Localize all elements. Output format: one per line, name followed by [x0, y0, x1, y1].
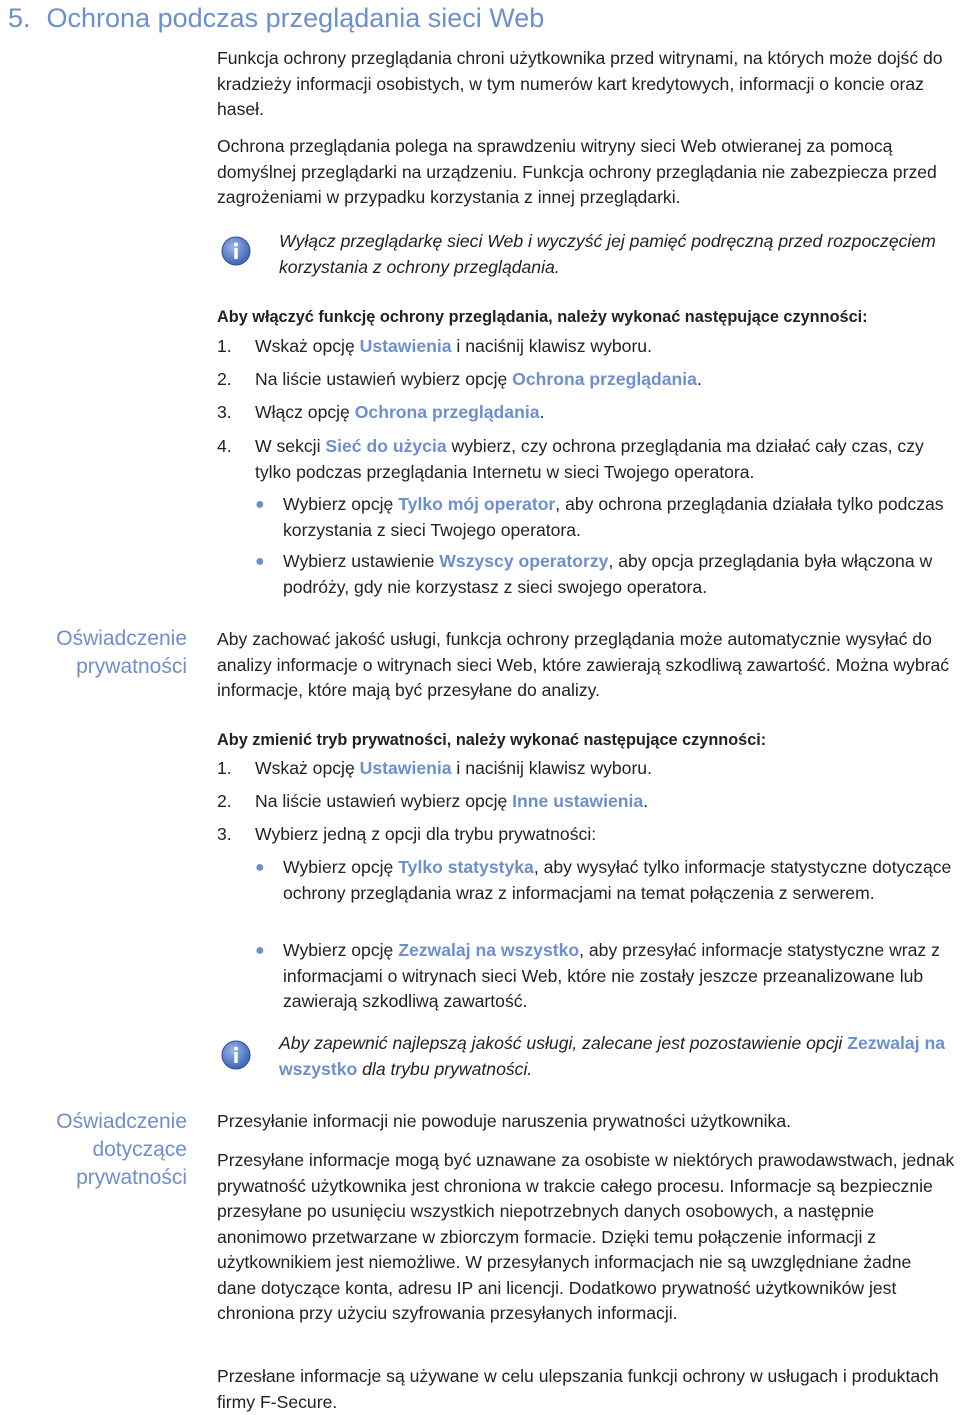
- info-icon: [220, 1039, 252, 1071]
- option-settings: Ustawienia: [359, 336, 452, 356]
- enable-steps-lead: Aby włączyć funkcję ochrony przeglądania, należy wykonać następujące czynności:: [217, 308, 868, 326]
- bullet-icon: ●: [255, 553, 265, 570]
- option-browsing-protection: Ochrona przeglądania: [354, 402, 540, 422]
- intro-paragraph-2: Ochrona przeglądania polega na sprawdzeniu witryny sieci Web otwieranej za pomocą domyślnej przeglądarki na urządzeniu. Funkcja ochrony przeglądania nie zabezpiecza przed zagrożeniami w przypadku korzystania z innej przeglądarki.: [217, 136, 937, 207]
- step-text: .: [539, 402, 545, 422]
- step-text: i naciśnij klawisz wyboru.: [451, 758, 652, 778]
- chapter-number: 5.: [8, 3, 31, 33]
- privacy2-paragraph-2: Przesyłane informacje mogą być uznawane za osobiste w niektórych prawodawstwach, jednak prywatność użytkownika jest chroniona w trakcie całego procesu. Informacje są bezpiecznie przesyłane po usunięciu wszystkich niepotrzebnych danych osobowych, a następnie anonimowo przetwarzane w zbiorczym formacie. Dzięki temu połączenie informacji z użytkownikiem jest niemożliwe. W przesyłanych informacjach nie są uwzględniane żadne dane dotyczące konta, adresu IP ani licencji. Dodatkowo prywatność użytkowników jest chroniona przy użyciu szyfrowania przesyłanych informacji.: [217, 1150, 955, 1323]
- step-text: Wskaż opcję: [255, 758, 360, 778]
- step-text: i naciśnij klawisz wyboru.: [451, 336, 652, 356]
- step-text: .: [696, 369, 702, 389]
- step-text: Wybierz jedną z opcji dla trybu prywatności:: [255, 824, 597, 844]
- step-text: Na liście ustawień wybierz opcję: [255, 369, 513, 389]
- bullet-icon: ●: [255, 496, 265, 513]
- option-all-operators: Wszyscy operatorzy: [439, 551, 609, 571]
- side-heading-privacy: Oświadczenie prywatności: [56, 627, 187, 678]
- step-text: .: [643, 791, 649, 811]
- bullet-text: Wybierz opcję: [283, 857, 399, 877]
- privacy-steps-lead: Aby zmienić tryb prywatności, należy wykonać następujące czynności:: [217, 731, 767, 749]
- step-number: 1.: [217, 758, 232, 778]
- intro-paragraph-1: Funkcja ochrony przeglądania chroni użytkownika przed witrynami, na których może dojść do kradzieży informacji osobistych, w tym numerów kart kredytowych, informacji o koncie oraz haseł.: [217, 48, 943, 119]
- option-network: Sieć do użycia: [325, 436, 447, 456]
- step-text: Włącz opcję: [255, 402, 355, 422]
- page-title: [8, 2, 544, 34]
- note-recommended-setting: [279, 1031, 949, 1082]
- step-number: 2.: [217, 369, 232, 389]
- privacy2-paragraph-1: Przesyłanie informacji nie powoduje naruszenia prywatności użytkownika.: [217, 1111, 792, 1131]
- bullet-icon: ●: [255, 942, 265, 959]
- info-icon: [220, 235, 252, 267]
- step-text: wybierz, czy ochrona przeglądania ma działać cały czas, czy tylko podczas przeglądania Internetu w sieci Twojego operatora.: [255, 436, 924, 482]
- bullet-text: , aby przesyłać informacje statystyczne wraz z informacjami o witrynach sieci Web, które nie zostały jeszcze przeanalizowane lub zawierają szkodliwą zawartość.: [283, 940, 940, 1011]
- option-browsing-protection: Ochrona przeglądania: [512, 369, 697, 389]
- step-number: 3.: [217, 402, 232, 422]
- bullet-text: Wybierz ustawienie: [283, 551, 440, 571]
- step-number: 2.: [217, 791, 232, 811]
- bullet-text: , aby wysyłać tylko informacje statystyczne dotyczące ochrony przeglądania wraz z informacjami na temat połączenia z serwerem.: [283, 857, 952, 903]
- bullet-text: Wybierz opcję: [283, 940, 399, 960]
- bullet-text: , aby ochrona przeglądania działała tylko podczas korzystania z sieci Twojego operatora.: [283, 494, 944, 540]
- step-text: Wskaż opcję: [255, 336, 360, 356]
- option-my-operator: Tylko mój operator: [398, 494, 556, 514]
- bullet-text: Wybierz opcję: [283, 494, 399, 514]
- bullet-icon: ●: [255, 859, 265, 876]
- privacy2-paragraph-3: Przesłane informacje są używane w celu ulepszania funkcji ochrony w usługach i produktach firmy F-Secure.: [217, 1366, 939, 1412]
- step-number: 3.: [217, 824, 232, 844]
- step-text: W sekcji: [255, 436, 326, 456]
- option-settings: Ustawienia: [359, 758, 452, 778]
- step-text: Na liście ustawień wybierz opcję: [255, 791, 513, 811]
- privacy-paragraph-1: Aby zachować jakość usługi, funkcja ochrony przeglądania może automatycznie wysyłać do analizy informacje o witrynach sieci Web, które zawierają szkodliwą zawartość. Można wybrać informacje, które mają być przesyłane do analizy.: [217, 629, 950, 700]
- chapter-title: Ochrona podczas przeglądania sieci Web: [46, 3, 545, 33]
- step-number: 1.: [217, 336, 232, 356]
- option-other-settings: Inne ustawienia: [512, 791, 644, 811]
- option-allow-all: Zezwalaj na wszystko: [279, 1033, 945, 1079]
- note-clear-cache: Wyłącz przeglądarkę sieci Web i wyczyść jej pamięć podręczną przed rozpoczęciem korzystania z ochrony przeglądania.: [279, 231, 936, 277]
- side-heading-privacy-statement: Oświadczenie dotyczące prywatności: [56, 1110, 187, 1189]
- option-allow-all: Zezwalaj na wszystko: [398, 940, 580, 960]
- note-text: Aby zapewnić najlepszą jakość usługi, zalecane jest pozostawienie opcji: [279, 1033, 848, 1053]
- bullet-text: , aby opcja przeglądania była włączona w podróży, gdy nie korzystasz z sieci swojego operatora.: [283, 551, 933, 597]
- option-statistics-only: Tylko statystyka: [398, 857, 534, 877]
- note-text: dla trybu prywatności.: [357, 1058, 533, 1079]
- step-number: 4.: [217, 436, 232, 456]
